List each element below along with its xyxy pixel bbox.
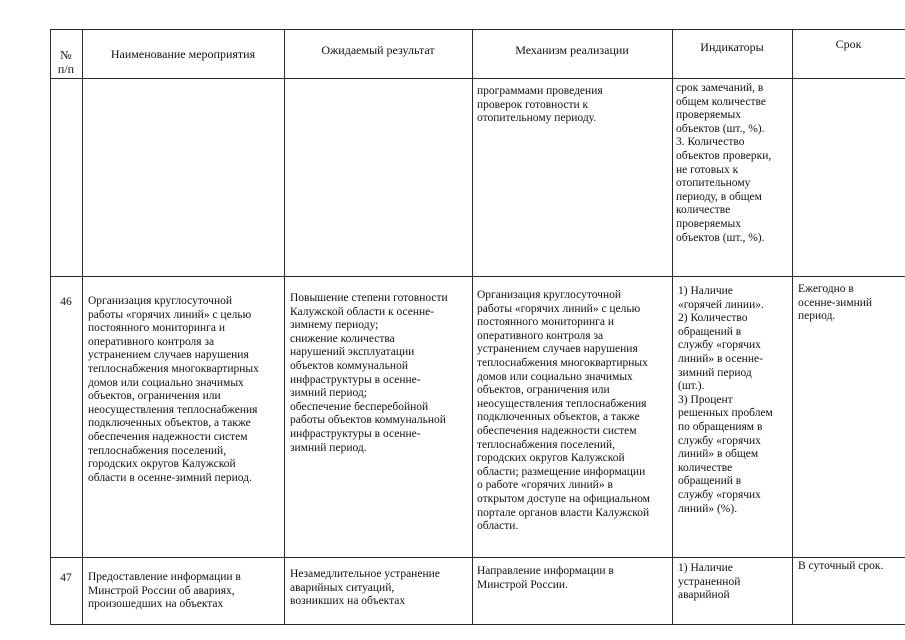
row-47-mechanism: Направление информации в Минстрой России.	[477, 565, 614, 591]
col-border-4	[672, 29, 673, 625]
header-term: Срок	[835, 37, 862, 51]
table-border-top	[50, 29, 905, 30]
row-47-name: Предоставление информации в Минстрой России об авариях, произошедших на объектах	[88, 571, 241, 611]
col-border-2	[284, 29, 285, 625]
row-46-term: Ежегодно в осенне-зимний период.	[798, 283, 873, 323]
row-46-mechanism: Организация круглосуточной работы «горячих линий» с целью постоянного мониторинга и оперативного контроля за устранением случаев нарушения теплоснабжения многоквартирных домов или социально значимых объектов, ограничения или неосуществления теплоснабжения подключенных объектов, а также обеспечения надежности систем теплоснабжения поселений, городских округов Калужской области; размещение информации о работе «горячих линий» в открытом доступе на официальном портале органов власти Калужской области.	[477, 289, 650, 533]
row-47-number: 47	[60, 572, 72, 584]
header-separator	[50, 78, 905, 79]
col-border-left	[50, 29, 51, 625]
col-border-3	[472, 29, 473, 625]
row-separator-46	[50, 276, 905, 277]
row-47-indicators: 1) Наличие устраненной аварийной	[678, 562, 741, 602]
row-47-term: В суточный срок.	[798, 560, 884, 572]
row-cont-mechanism: программами проведения проверок готовности к отопительному периоду.	[477, 85, 603, 125]
col-border-1	[82, 29, 83, 625]
header-mechanism: Механизм реализации	[515, 43, 629, 57]
row-separator-47	[50, 557, 905, 558]
table-border-bottom	[50, 624, 905, 625]
row-47-result: Незамедлительное устранение аварийных ситуаций, возникших на объектах	[290, 568, 440, 608]
row-46-indicators: 1) Наличие «горячей линии». 2) Количество обращений в службу «горячих линий» в осенне- зимний период (шт.). 3) Процент решенных проблем по обращениям в службу «горячих линий» в общем количестве обращений в службу «горячих линий» (%).	[678, 285, 773, 515]
header-name: Наименование мероприятия	[110, 47, 256, 61]
header-result: Ожидаемый результат	[321, 43, 435, 57]
header-number: № п/п	[57, 48, 75, 76]
header-indicators: Индикаторы	[700, 40, 764, 54]
row-46-name: Организация круглосуточной работы «горячих линий» с целью постоянного мониторинга и оперативного контроля за устранением случаев нарушения теплоснабжения многоквартирных домов или социально значимых объектов, ограничения или неосуществления теплоснабжения подключенных объектов, а также обеспечения надежности систем теплоснабжения поселений, городских округов Калужской области в осенне-зимний период.	[88, 295, 259, 484]
row-46-result: Повышение степени готовности Калужской области к осенне- зимнему периоду; снижение количества нарушений эксплуатации объектов коммунальной инфраструктуры в осенне- зимний период; обеспечение бесперебойной работы объектов коммунальной инфраструктуры в осенне- зимний период.	[290, 292, 448, 454]
row-cont-indicators: срок замечаний, в общем количестве проверяемых объектов (шт., %). 3. Количество объектов проверки, не готовых к отопительному периоду, в общем количестве проверяемых объектов (шт., %).	[676, 82, 772, 244]
col-border-5	[792, 29, 793, 625]
row-46-number: 46	[60, 296, 72, 308]
